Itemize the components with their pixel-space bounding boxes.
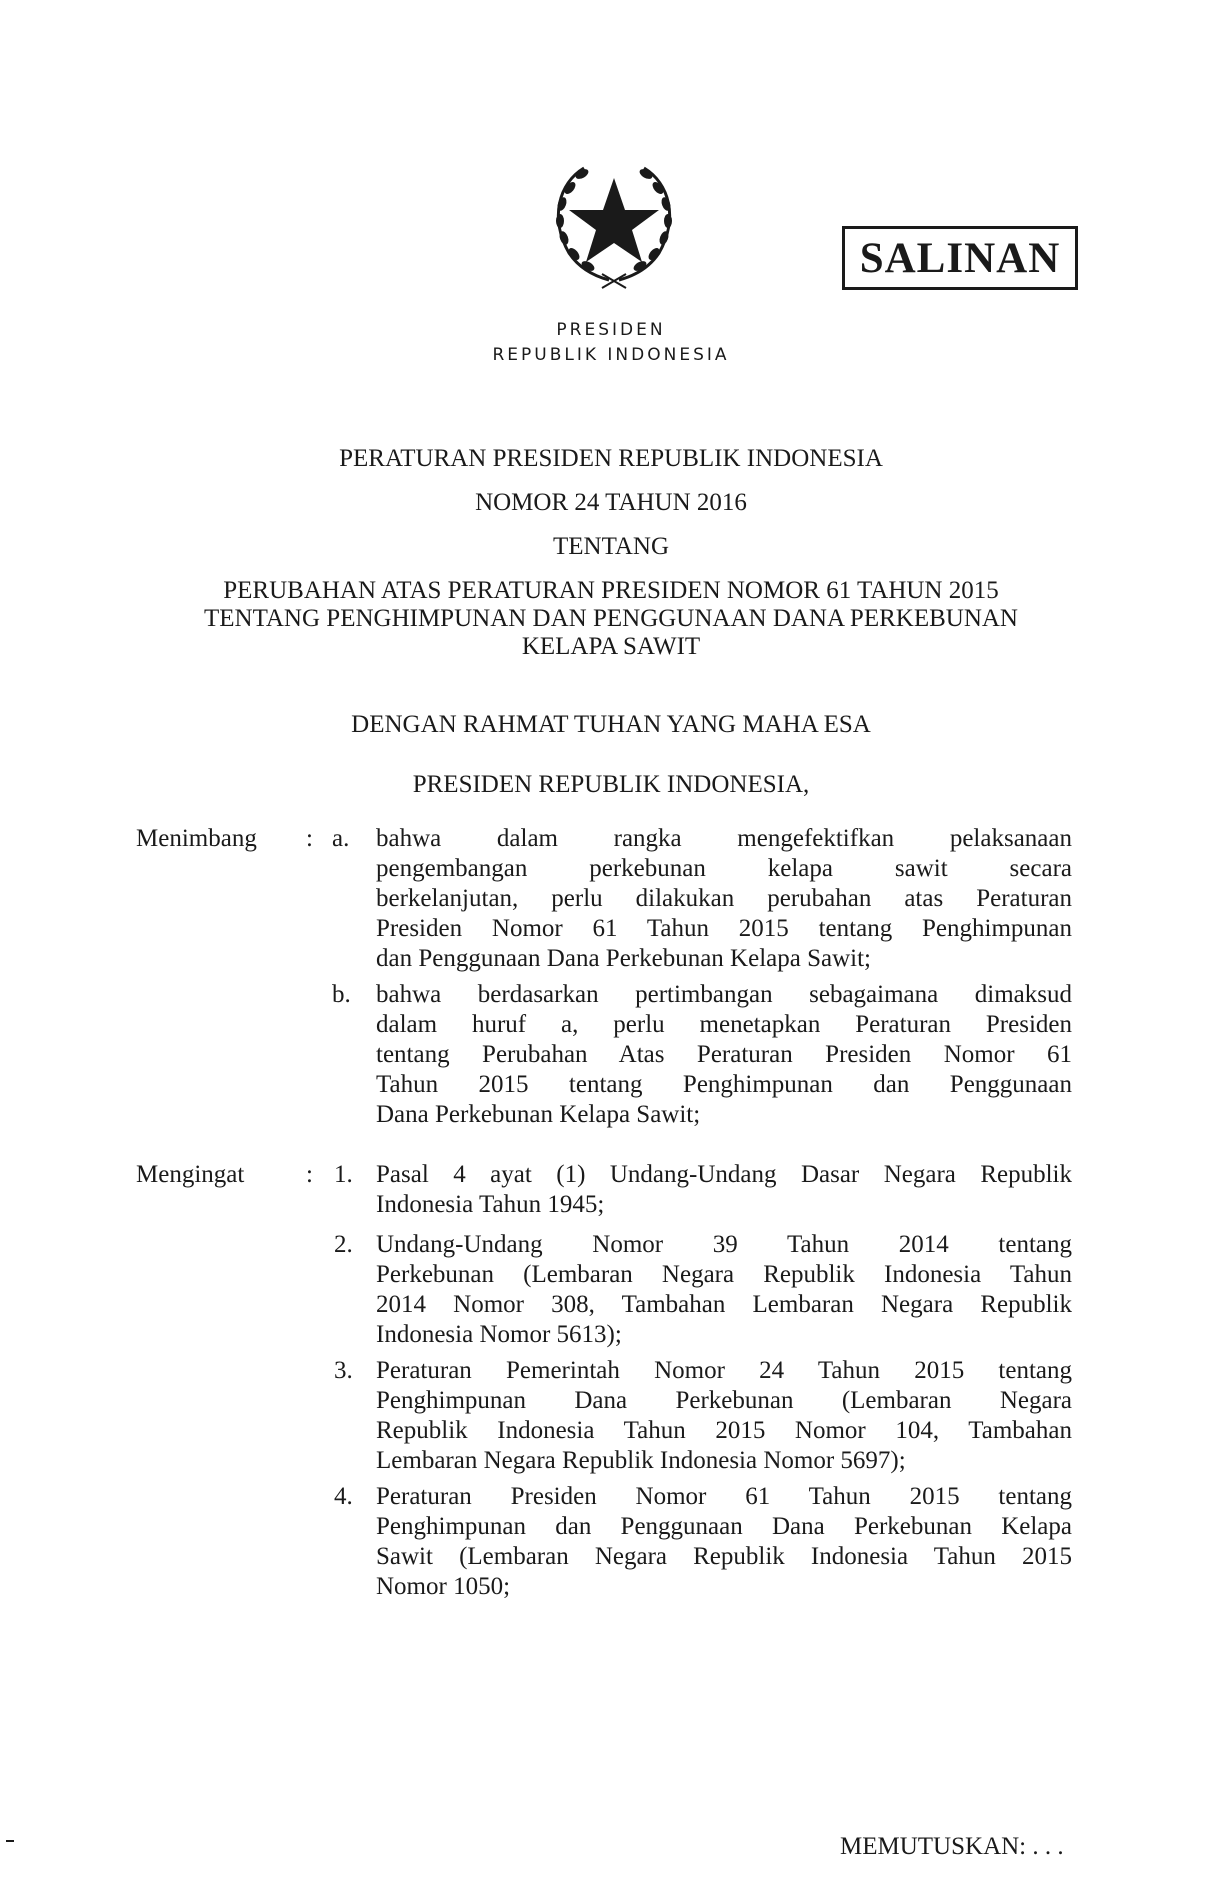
title-line-6: KELAPA SAWIT [521, 633, 701, 660]
title-line-4: PERUBAHAN ATAS PERATURAN PRESIDEN NOMOR 61 TAHUN 2015 [223, 577, 999, 604]
mengingat-3-line-3: Republik Indonesia Tahun 2015 Nomor 104, Tambahan [376, 1417, 1072, 1444]
mengingat-4-line-2: Penghimpunan dan Penggunaan Dana Perkebunan Kelapa [376, 1513, 1072, 1540]
opening-line-1: DENGAN RAHMAT TUHAN YANG MAHA ESA [351, 711, 871, 738]
menimbang-a-line-4: Presiden Nomor 61 Tahun 2015 tentang Penghimpunan [376, 915, 1072, 942]
menimbang-label: Menimbang [136, 825, 257, 852]
mengingat-item-2 [376, 1230, 1072, 1350]
title-line-1: PERATURAN PRESIDEN REPUBLIK INDONESIA [339, 445, 883, 472]
mengingat-2-line-2: Perkebunan (Lembaran Negara Republik Indonesia Tahun [376, 1261, 1072, 1288]
menimbang-colon: : [306, 825, 313, 852]
title-line-2: NOMOR 24 TAHUN 2016 [475, 489, 747, 516]
mengingat-3-line-1: Peraturan Pemerintah Nomor 24 Tahun 2015 tentang [376, 1357, 1072, 1384]
menimbang-b-line-1: bahwa berdasarkan pertimbangan sebagaimana dimaksud [376, 981, 1072, 1008]
mengingat-1-line-2: Indonesia Tahun 1945; [376, 1191, 605, 1218]
state-emblem-icon [524, 148, 704, 296]
header-republik-indonesia: REPUBLIK INDONESIA [492, 345, 730, 365]
mengingat-2-line-1: Undang-Undang Nomor 39 Tahun 2014 tentang [376, 1231, 1072, 1258]
mengingat-item-1 [376, 1160, 1072, 1220]
mengingat-4-line-1: Peraturan Presiden Nomor 61 Tahun 2015 tentang [376, 1483, 1072, 1510]
menimbang-b-line-3: tentang Perubahan Atas Peraturan Presiden Nomor 61 [376, 1041, 1072, 1068]
mengingat-2-line-3: 2014 Nomor 308, Tambahan Lembaran Negara Republik [376, 1291, 1072, 1318]
mengingat-item-4 [376, 1482, 1072, 1602]
mengingat-1-line-1: Pasal 4 ayat (1) Undang-Undang Dasar Negara Republik [376, 1161, 1072, 1188]
menimbang-a-line-5: dan Penggunaan Dana Perkebunan Kelapa Sawit; [376, 945, 871, 972]
footer-memutuskan: MEMUTUSKAN: . . . [840, 1833, 1064, 1860]
page-edge-mark [6, 1840, 14, 1842]
mengingat-4-line-3: Sawit (Lembaran Negara Republik Indonesia Tahun 2015 [376, 1543, 1072, 1570]
salinan-text: SALINAN [859, 234, 1061, 282]
mengingat-3-line-4: Lembaran Negara Republik Indonesia Nomor 5697); [376, 1447, 906, 1474]
title-line-5: TENTANG PENGHIMPUNAN DAN PENGGUNAAN DANA PERKEBUNAN [204, 605, 1018, 632]
menimbang-a-line-2: pengembangan perkebunan kelapa sawit secara [376, 855, 1072, 882]
mengingat-marker-4: 4. [334, 1483, 353, 1510]
menimbang-item-a [376, 824, 1072, 974]
mengingat-4-line-4: Nomor 1050; [376, 1573, 511, 1600]
menimbang-a-line-3: berkelanjutan, perlu dilakukan perubahan atas Peraturan [376, 885, 1072, 912]
mengingat-3-line-2: Penghimpunan Dana Perkebunan (Lembaran Negara [376, 1387, 1072, 1414]
mengingat-2-line-4: Indonesia Nomor 5613); [376, 1321, 622, 1348]
mengingat-marker-3: 3. [334, 1357, 353, 1384]
menimbang-item-b [376, 980, 1072, 1130]
salinan-stamp [842, 226, 1078, 290]
menimbang-b-line-4: Tahun 2015 tentang Penghimpunan dan Penggunaan [376, 1071, 1072, 1098]
mengingat-colon: : [306, 1161, 313, 1188]
opening-line-2: PRESIDEN REPUBLIK INDONESIA, [412, 771, 810, 798]
mengingat-marker-2: 2. [334, 1231, 353, 1258]
menimbang-a-line-1: bahwa dalam rangka mengefektifkan pelaksanaan [376, 825, 1072, 852]
mengingat-item-3 [376, 1356, 1072, 1476]
title-line-3: TENTANG [552, 533, 670, 560]
mengingat-label: Mengingat [136, 1161, 245, 1188]
menimbang-marker-a: a. [332, 825, 350, 852]
menimbang-b-line-2: dalam huruf a, perlu menetapkan Peraturan Presiden [376, 1011, 1072, 1038]
mengingat-marker-1: 1. [334, 1161, 353, 1188]
menimbang-marker-b: b. [332, 981, 351, 1008]
header-presiden: PRESIDEN [556, 320, 666, 340]
menimbang-b-line-5: Dana Perkebunan Kelapa Sawit; [376, 1101, 701, 1128]
